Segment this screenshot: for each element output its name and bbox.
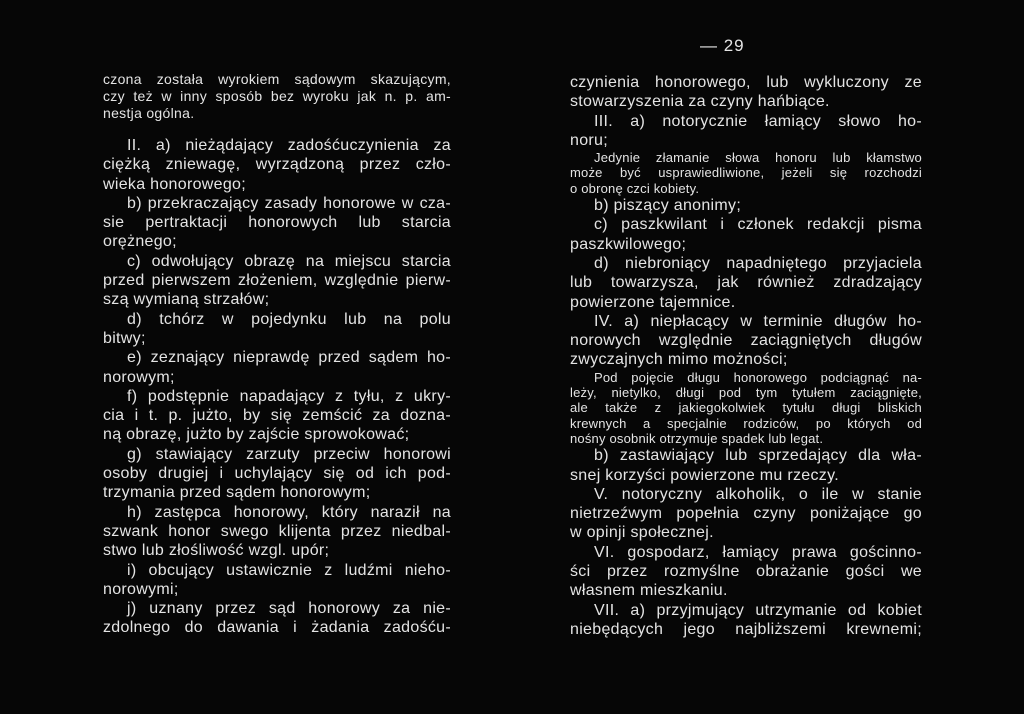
text-line: szwank honor swego klijenta przez niedbal- xyxy=(103,522,451,540)
text-line: niebędących jego najbliższemi krewnemi; xyxy=(570,620,922,638)
text-line: osoby drugiej i uchylający się od ich pod- xyxy=(103,465,451,483)
text-line: może być usprawiedliwione, jeżeli się rozchodzi xyxy=(570,165,922,181)
text-line: j) uznany przez sąd honorowy za nie- xyxy=(127,600,451,618)
text-line: szą wymianą strzałów; xyxy=(103,291,270,309)
text-line: czynienia honorowego, lub wykluczony ze xyxy=(570,74,922,91)
text-line: cia i t. p. jużto, by się zemścić za dozna- xyxy=(103,407,451,425)
text-line: trzymania przed sądem honorowym; xyxy=(103,484,371,502)
text-line: sie pertraktacji honorowych lub starcia xyxy=(103,214,451,232)
text-line: III. a) notorycznie łamiący słowo ho- xyxy=(594,112,922,130)
text-line: bitwy; xyxy=(103,329,146,347)
text-line: norowych względnie zaciągniętych długów xyxy=(570,332,922,350)
text-line: ciężką zniewagę, wyrządzoną przez czło- xyxy=(103,156,451,174)
text-line: przed pierwszem złożeniem, względnie pierw- xyxy=(103,272,451,290)
text-line: f) podstępnie napadający z tyłu, z ukry- xyxy=(127,387,451,405)
text-line: norowymi; xyxy=(103,580,179,598)
text-line: stowarzyszenia za czyny hańbiące. xyxy=(570,93,830,111)
text-line: d) tchórz w pojedynku lub na polu xyxy=(127,310,451,328)
text-line: i) obcujący ustawicznie z ludźmi nieho- xyxy=(127,561,451,579)
text-line: II. a) nieżądający zadośćuczynienia za xyxy=(127,137,451,154)
text-line: c) odwołujący obrazę na miejscu starcia xyxy=(127,252,451,270)
text-line: g) stawiający zarzuty przeciw honorowi xyxy=(127,445,451,463)
text-line: b) piszący anonimy; xyxy=(594,197,742,215)
text-line: VI. gospodarz, łamiący prawa gościnno- xyxy=(594,543,922,561)
text-line: d) niebroniący napadniętego przyjaciela xyxy=(594,254,922,272)
text-line: stwo lub złośliwość wzgl. upór; xyxy=(103,542,330,560)
left-column xyxy=(103,71,451,638)
text-line: h) zastępca honorowy, który naraził na xyxy=(127,503,451,521)
right-column xyxy=(570,73,922,639)
text-line: lub towarzysza, jak również zdradzający xyxy=(570,274,922,292)
text-line: w opinji społecznej. xyxy=(570,524,714,542)
text-line: orężnego; xyxy=(103,233,177,251)
text-line: leży, nietylko, długi pod tym tytułem zaciągnięte, xyxy=(570,385,922,401)
text-line: powierzone tajemnice. xyxy=(570,293,736,311)
text-line: b) przekraczający zasady honorowe w cza- xyxy=(127,194,451,212)
text-line: noru; xyxy=(570,131,608,149)
text-line: e) zeznający nieprawdę przed sądem ho- xyxy=(127,349,451,367)
text-line: b) zastawiający lub sprzedający dla wła- xyxy=(594,447,922,465)
text-line: własnem mieszkaniu. xyxy=(570,582,728,600)
left-intro xyxy=(103,71,451,122)
text-line: nestja ogólna. xyxy=(103,105,195,121)
text-line: krewnych a specjalnie rodziców, po których od xyxy=(570,415,922,431)
text-line: IV. a) niepłacący w terminie długów ho- xyxy=(594,312,922,330)
text-line: wieka honorowego; xyxy=(103,175,246,193)
page-number: — 29 xyxy=(700,36,745,55)
text-line: ści przez rozmyślne obrażanie gości we xyxy=(570,563,922,581)
text-line: zwyczajnych mimo możności; xyxy=(570,351,788,369)
text-line: norowym; xyxy=(103,368,175,386)
text-line: nośny osobnik otrzymuje spadek lub legat. xyxy=(570,430,824,446)
text-line: czona została wyrokiem sądowym skazującym, xyxy=(103,71,451,87)
text-line: ną obrazę, jużto by zajście sprowokować; xyxy=(103,426,410,444)
text-line: snej korzyści powierzone mu rzeczy. xyxy=(570,466,839,484)
text-line: czy też w inny sposób bez wyroku jak n. p. am- xyxy=(103,88,451,104)
text-line: zdolnego do dawania i żadania zadośću- xyxy=(103,619,451,637)
text-line: VII. a) przyjmujący utrzymanie od kobiet xyxy=(594,601,922,619)
text-line: Pod pojęcie długu honorowego podciągnąć na- xyxy=(594,369,922,385)
text-line: V. notoryczny alkoholik, o ile w stanie xyxy=(594,485,922,503)
text-line: Jedynie złamanie słowa honoru lub kłamstwo xyxy=(594,150,922,166)
text-line: nietrzeźwym popełnia czyny poniżające go xyxy=(570,505,922,523)
text-line: o obronę czci kobiety. xyxy=(570,180,700,196)
text-line: ale także z jakiegokolwiek tytułu długi bliskich xyxy=(570,400,922,416)
left-body xyxy=(103,136,451,638)
text-line: c) paszkwilant i członek redakcji pisma xyxy=(594,216,922,234)
text-line: paszkwilowego; xyxy=(570,235,687,253)
